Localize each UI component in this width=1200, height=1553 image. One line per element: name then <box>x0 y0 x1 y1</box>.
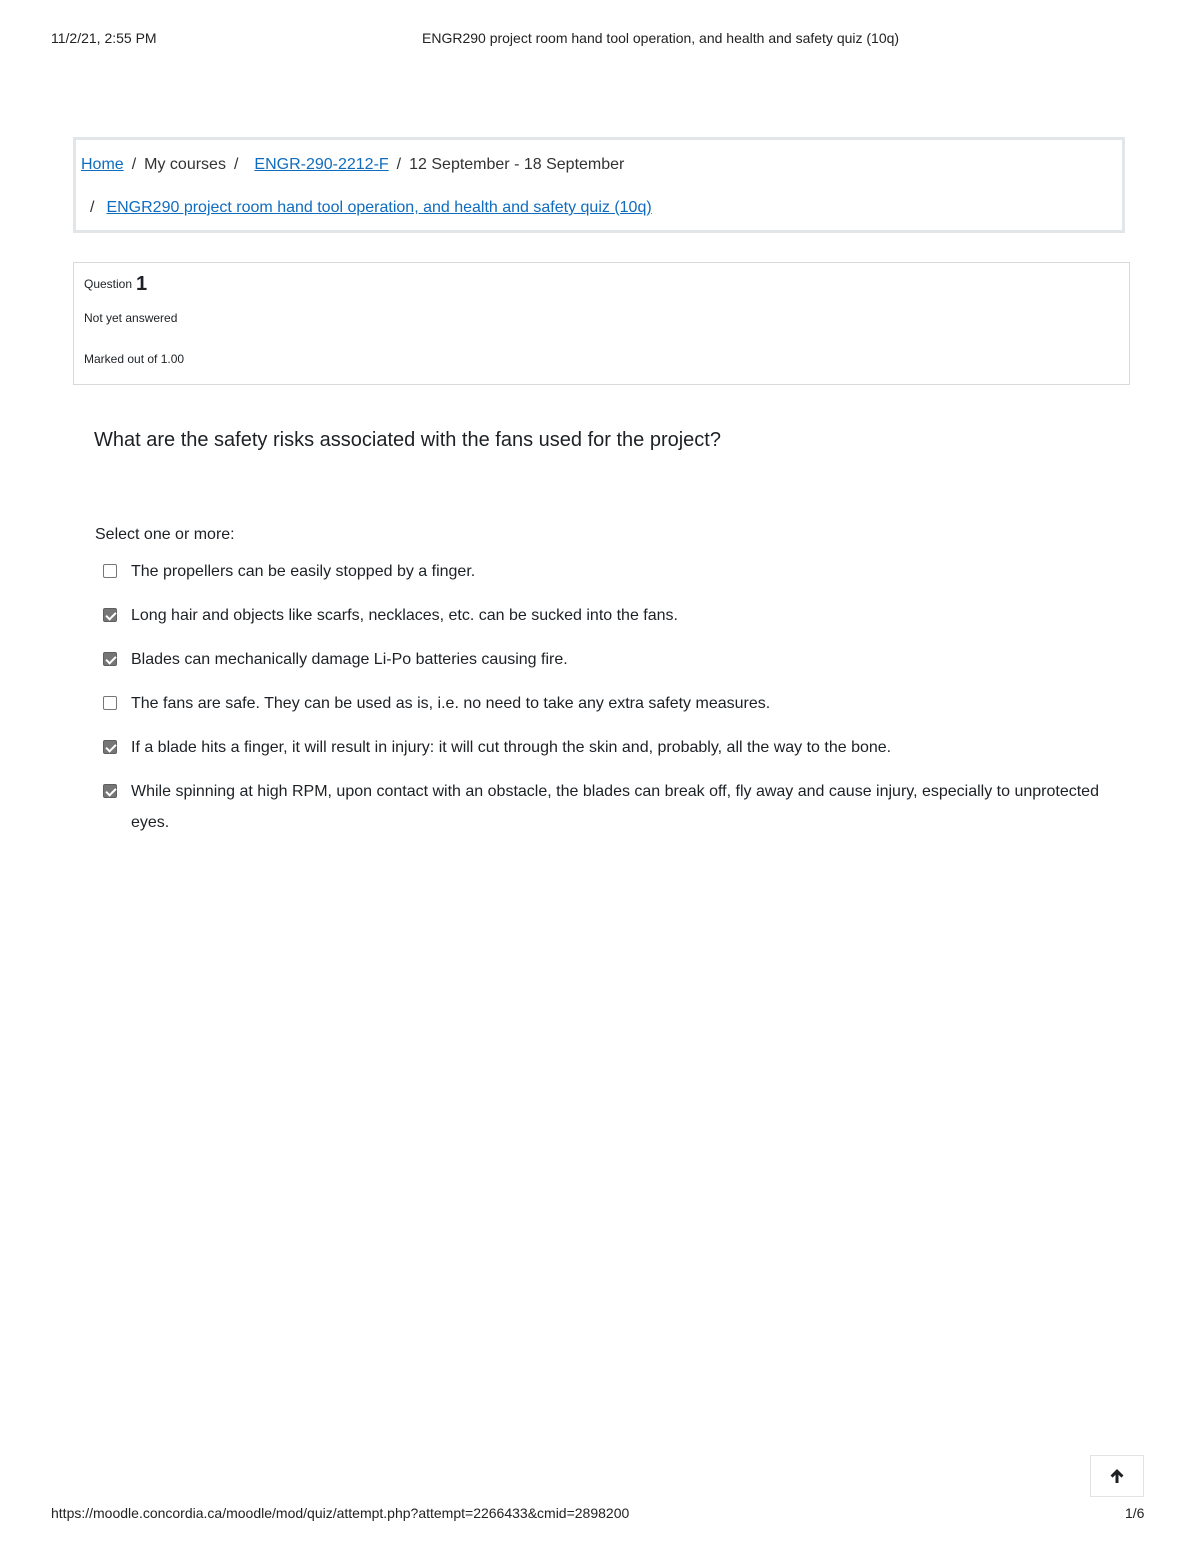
answer-checkbox[interactable] <box>103 564 117 578</box>
question-number <box>84 273 147 296</box>
breadcrumb-course-link[interactable]: ENGR-290-2212-F <box>254 156 389 173</box>
question-info-box <box>73 262 1130 385</box>
breadcrumb-row <box>90 199 652 217</box>
question-label: Question <box>84 277 133 291</box>
answer-label[interactable]: Blades can mechanically damage Li-Po batteries causing fire. <box>131 651 568 668</box>
breadcrumb <box>73 137 1125 233</box>
answer-checkbox[interactable] <box>103 696 117 710</box>
print-footer-url: https://moodle.concordia.ca/moodle/mod/quiz/attempt.php?attempt=2266433&cmid=2898200 <box>51 1505 630 1521</box>
answer-prompt: Select one or more: <box>95 526 235 543</box>
breadcrumb-my-courses: My courses <box>144 156 226 173</box>
breadcrumb-separator: / <box>233 156 239 173</box>
answer-label[interactable]: Long hair and objects like scarfs, necklaces, etc. can be sucked into the fans. <box>131 607 678 624</box>
back-to-top-button[interactable] <box>1090 1455 1144 1497</box>
breadcrumb-row <box>81 156 624 174</box>
breadcrumb-home-link[interactable]: Home <box>81 156 124 173</box>
print-header-title: ENGR290 project room hand tool operation, and health and safety quiz (10q) <box>422 30 900 46</box>
arrow-up-icon <box>1109 1468 1125 1484</box>
answer-checkbox[interactable] <box>103 608 117 622</box>
answer-label[interactable]: While spinning at high RPM, upon contact with an obstacle, the blades can break off, fly away and cause injury, especially to unprotected eyes. <box>131 783 1099 831</box>
question-number-value: 1 <box>136 273 148 295</box>
answer-label[interactable]: The propellers can be easily stopped by a finger. <box>131 563 476 580</box>
print-footer-page: 1/6 <box>1125 1505 1145 1521</box>
breadcrumb-quiz-link[interactable]: ENGR290 project room hand tool operation, and health and safety quiz (10q) <box>106 199 652 216</box>
answer-label[interactable]: If a blade hits a finger, it will result in injury: it will cut through the skin and, probably, all the way to the bone. <box>131 739 892 756</box>
question-text: What are the safety risks associated with the fans used for the project? <box>94 429 721 451</box>
answer-label[interactable]: The fans are safe. They can be used as is, i.e. no need to take any extra safety measures. <box>131 695 771 712</box>
question-grade: Marked out of 1.00 <box>84 352 185 366</box>
print-header-datetime: 11/2/21, 2:55 PM <box>51 30 157 46</box>
answer-checkbox[interactable] <box>103 652 117 666</box>
breadcrumb-separator: / <box>131 156 137 173</box>
question-state: Not yet answered <box>84 311 178 325</box>
breadcrumb-section: 12 September - 18 September <box>409 156 625 173</box>
breadcrumb-separator: / <box>90 199 95 216</box>
answer-checkbox[interactable] <box>103 740 117 754</box>
breadcrumb-separator: / <box>396 156 402 173</box>
answer-checkbox[interactable] <box>103 784 117 798</box>
